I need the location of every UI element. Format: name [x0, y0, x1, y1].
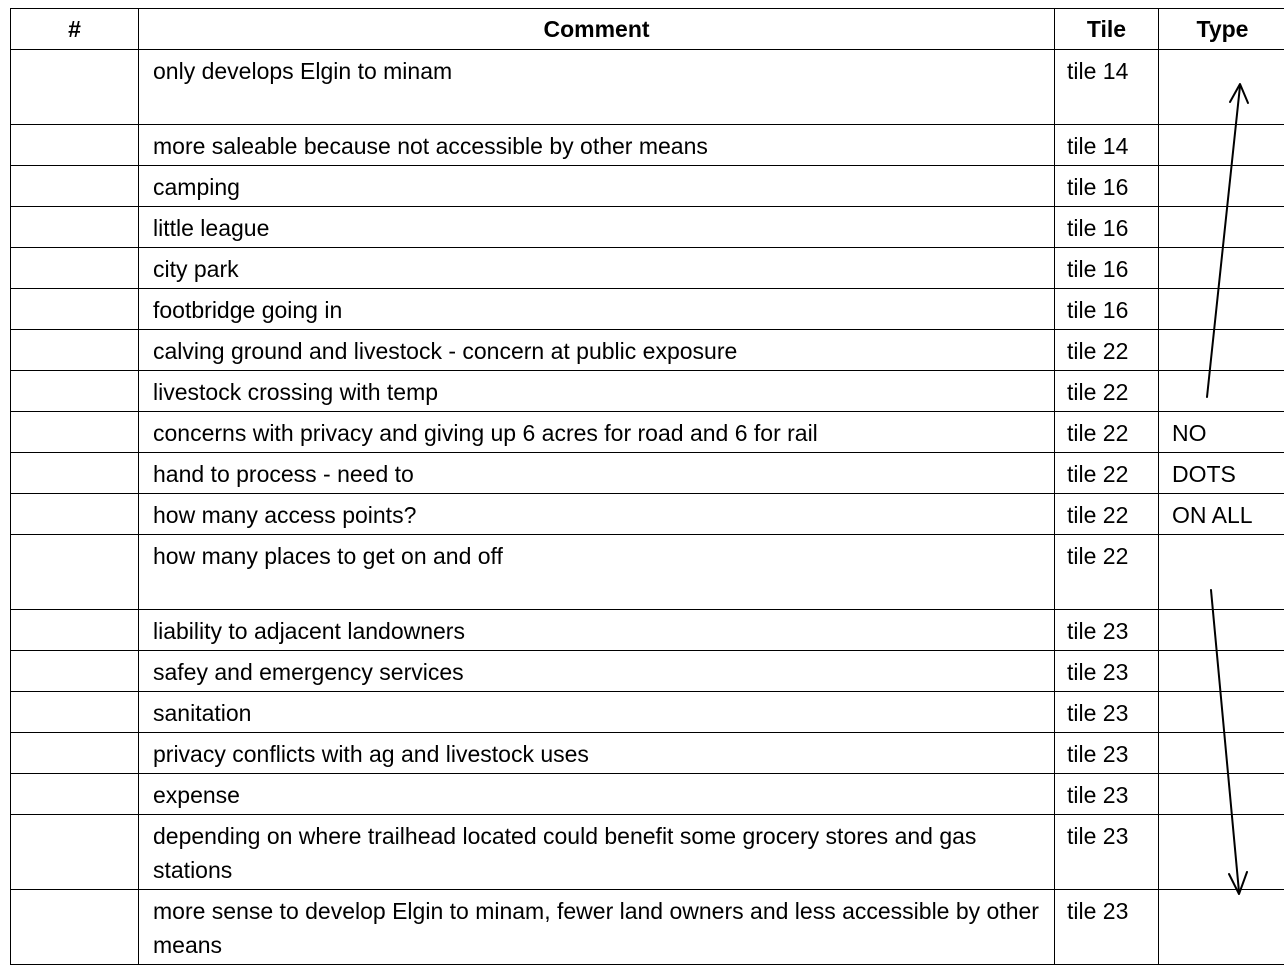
row-type	[1159, 50, 1284, 125]
table-row	[11, 610, 1284, 651]
row-type	[1159, 774, 1284, 815]
table-row	[11, 535, 1284, 610]
row-num	[11, 289, 139, 330]
row-tile: tile 22	[1055, 494, 1159, 535]
row-comment: calving ground and livestock - concern at public exposure	[139, 330, 1055, 371]
row-comment: how many access points?	[139, 494, 1055, 535]
row-num	[11, 733, 139, 774]
row-type	[1159, 890, 1284, 965]
row-num	[11, 774, 139, 815]
row-tile: tile 23	[1055, 733, 1159, 774]
row-num	[11, 815, 139, 890]
header-tile: Tile	[1055, 9, 1159, 50]
row-tile: tile 22	[1055, 330, 1159, 371]
row-comment: liability to adjacent landowners	[139, 610, 1055, 651]
row-comment: hand to process - need to	[139, 453, 1055, 494]
row-tile: tile 23	[1055, 651, 1159, 692]
row-tile: tile 16	[1055, 207, 1159, 248]
header-type: Type	[1159, 9, 1284, 50]
row-type	[1159, 207, 1284, 248]
row-num	[11, 207, 139, 248]
row-comment: concerns with privacy and giving up 6 acres for road and 6 for rail	[139, 412, 1055, 453]
row-num	[11, 453, 139, 494]
row-tile: tile 22	[1055, 371, 1159, 412]
table-row	[11, 371, 1284, 412]
row-tile: tile 23	[1055, 890, 1159, 965]
row-num	[11, 125, 139, 166]
row-comment: footbridge going in	[139, 289, 1055, 330]
row-comment: camping	[139, 166, 1055, 207]
row-num	[11, 50, 139, 125]
header-row	[11, 9, 1284, 50]
row-tile: tile 16	[1055, 289, 1159, 330]
row-num	[11, 248, 139, 289]
row-tile: tile 22	[1055, 535, 1159, 610]
row-type	[1159, 651, 1284, 692]
row-num	[11, 535, 139, 610]
table-row	[11, 412, 1284, 453]
row-comment: depending on where trailhead located could benefit some grocery stores and gas stations	[139, 815, 1055, 890]
row-tile: tile 14	[1055, 125, 1159, 166]
table-row	[11, 125, 1284, 166]
row-type	[1159, 125, 1284, 166]
row-comment: little league	[139, 207, 1055, 248]
row-tile: tile 23	[1055, 692, 1159, 733]
row-type	[1159, 535, 1284, 610]
table-row	[11, 166, 1284, 207]
row-num	[11, 610, 139, 651]
comments-table	[10, 8, 1284, 965]
row-comment: more saleable because not accessible by other means	[139, 125, 1055, 166]
row-comment: how many places to get on and off	[139, 535, 1055, 610]
row-comment: expense	[139, 774, 1055, 815]
table-row	[11, 453, 1284, 494]
row-type: NO	[1159, 412, 1284, 453]
table-row	[11, 248, 1284, 289]
row-comment: city park	[139, 248, 1055, 289]
row-type	[1159, 815, 1284, 890]
row-type	[1159, 733, 1284, 774]
row-type	[1159, 371, 1284, 412]
row-num	[11, 166, 139, 207]
row-type: DOTS	[1159, 453, 1284, 494]
row-tile: tile 22	[1055, 453, 1159, 494]
table-row	[11, 774, 1284, 815]
row-tile: tile 16	[1055, 166, 1159, 207]
row-tile: tile 23	[1055, 610, 1159, 651]
table-row	[11, 330, 1284, 371]
row-type	[1159, 610, 1284, 651]
row-type	[1159, 248, 1284, 289]
header-comment: Comment	[139, 9, 1055, 50]
row-comment: sanitation	[139, 692, 1055, 733]
row-tile: tile 16	[1055, 248, 1159, 289]
row-tile: tile 23	[1055, 815, 1159, 890]
row-num	[11, 651, 139, 692]
row-num	[11, 692, 139, 733]
row-comment: only develops Elgin to minam	[139, 50, 1055, 125]
row-type	[1159, 692, 1284, 733]
table-row	[11, 733, 1284, 774]
row-comment: more sense to develop Elgin to minam, fewer land owners and less accessible by other means	[139, 890, 1055, 965]
row-type: ON ALL	[1159, 494, 1284, 535]
table-row	[11, 207, 1284, 248]
table-row	[11, 815, 1284, 890]
table-row	[11, 50, 1284, 125]
header-num: #	[11, 9, 139, 50]
table-row	[11, 651, 1284, 692]
row-tile: tile 14	[1055, 50, 1159, 125]
row-tile: tile 22	[1055, 412, 1159, 453]
row-comment: safey and emergency services	[139, 651, 1055, 692]
row-comment: privacy conflicts with ag and livestock uses	[139, 733, 1055, 774]
row-type	[1159, 166, 1284, 207]
table-row	[11, 692, 1284, 733]
row-num	[11, 890, 139, 965]
table-row	[11, 494, 1284, 535]
row-comment: livestock crossing with temp	[139, 371, 1055, 412]
row-num	[11, 330, 139, 371]
row-num	[11, 371, 139, 412]
row-type	[1159, 330, 1284, 371]
table-row	[11, 289, 1284, 330]
row-num	[11, 412, 139, 453]
table-row	[11, 890, 1284, 965]
row-tile: tile 23	[1055, 774, 1159, 815]
row-type	[1159, 289, 1284, 330]
row-num	[11, 494, 139, 535]
